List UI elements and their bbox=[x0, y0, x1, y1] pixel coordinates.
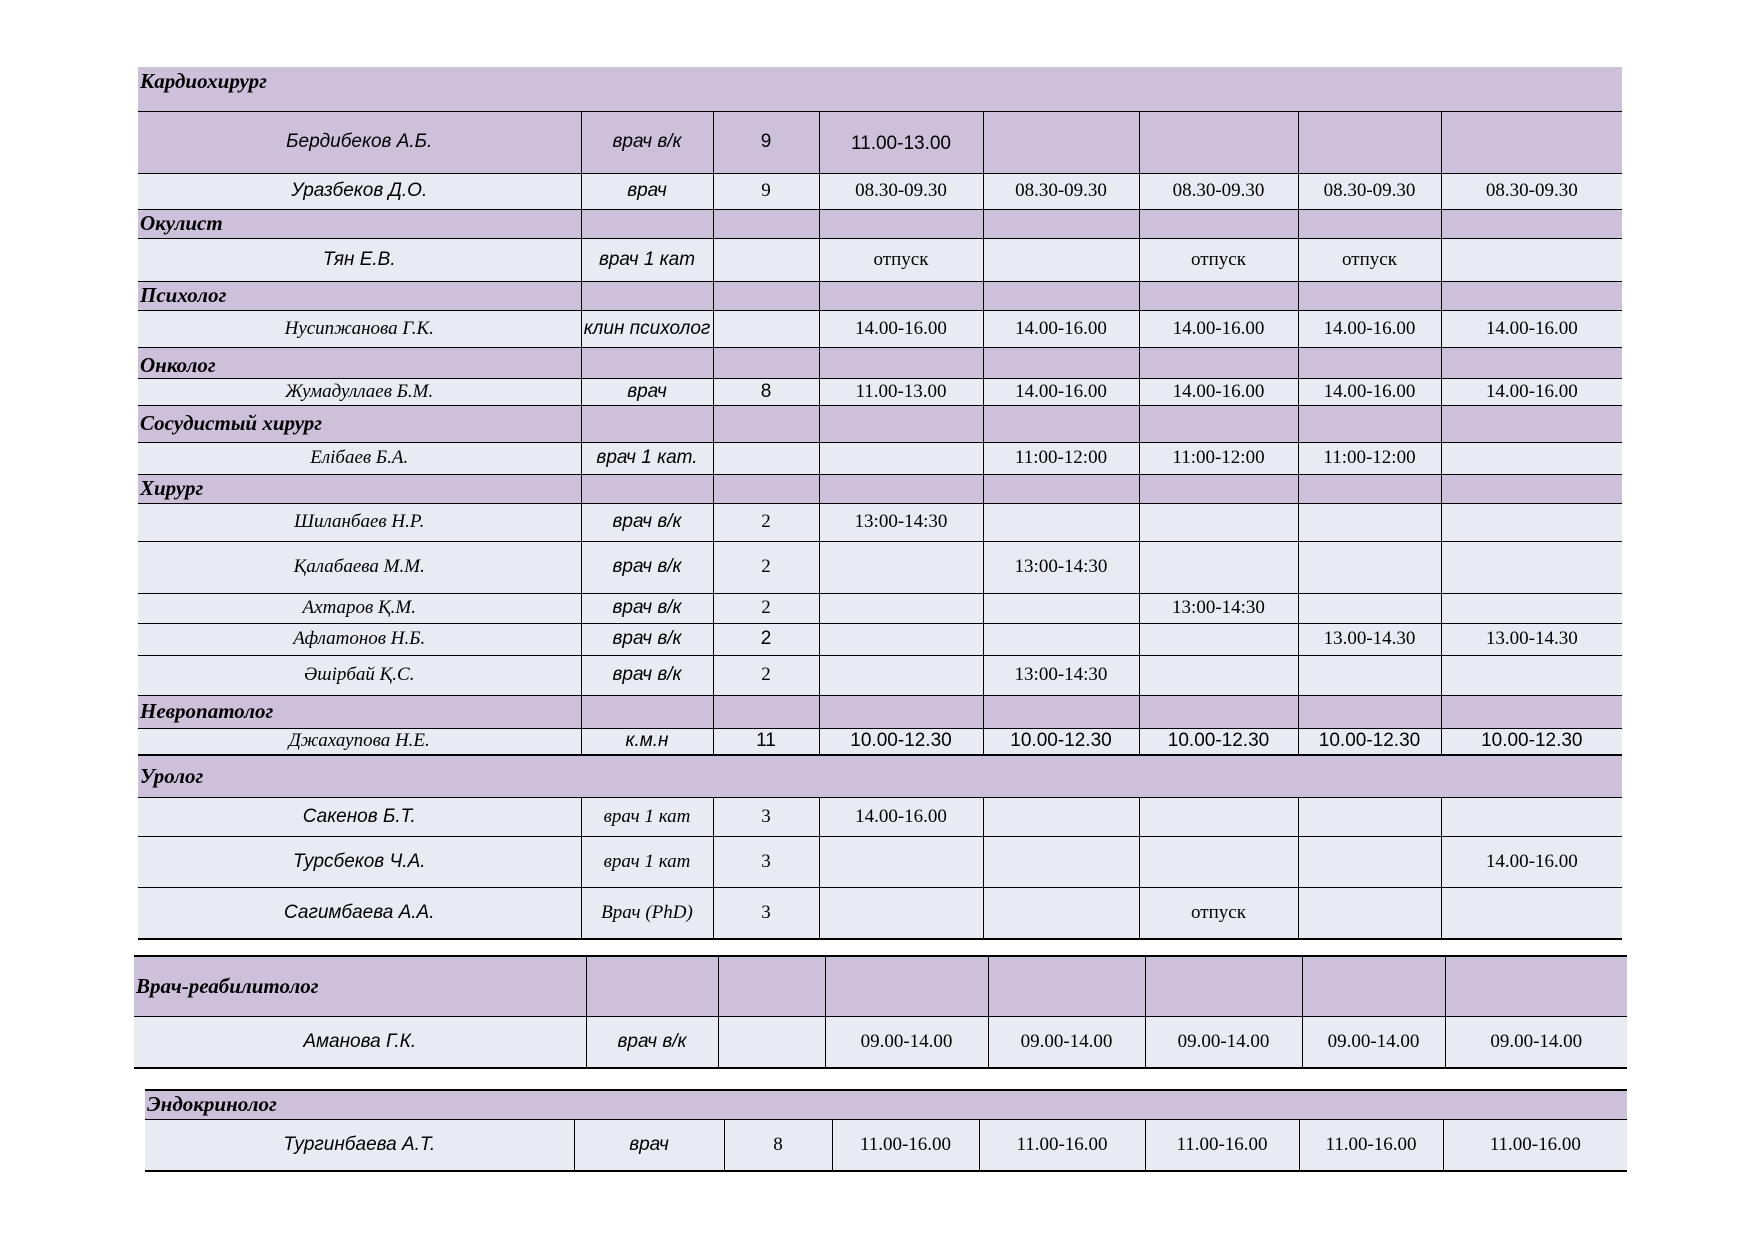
slot-fri bbox=[1441, 238, 1622, 281]
doctor-name: Уразбеков Д.О. bbox=[138, 173, 581, 209]
slot-tue: 13:00-14:30 bbox=[983, 655, 1139, 695]
doctor-position: врач 1 кат bbox=[581, 836, 713, 887]
doctor-position: врач в/к bbox=[581, 655, 713, 695]
room-number: 2 bbox=[713, 655, 819, 695]
slot-wed: 08.30-09.30 bbox=[1139, 173, 1298, 209]
doctor-name: Турсбеков Ч.А. bbox=[138, 836, 581, 887]
room-number: 2 bbox=[713, 541, 819, 593]
slot-tue: 14.00-16.00 bbox=[983, 378, 1139, 405]
slot-wed: 10.00-12.30 bbox=[1139, 728, 1298, 755]
slot-tue: 11.00-16.00 bbox=[979, 1119, 1145, 1171]
doctor-row bbox=[134, 1016, 1627, 1068]
doctor-name: Әшірбай Қ.С. bbox=[138, 655, 581, 695]
doctor-position: к.м.н bbox=[581, 728, 713, 755]
slot-fri: 14.00-16.00 bbox=[1441, 836, 1622, 887]
room-number: 2 bbox=[713, 593, 819, 623]
slot-wed: 11:00-12:00 bbox=[1139, 442, 1298, 474]
slot-thu bbox=[1298, 541, 1441, 593]
category-title: Хирург bbox=[138, 474, 581, 503]
slot-tue bbox=[983, 238, 1139, 281]
doctor-position: Врач (PhD) bbox=[581, 887, 713, 939]
slot-mon: 14.00-16.00 bbox=[819, 310, 983, 347]
doctor-position: врач bbox=[581, 378, 713, 405]
category-row bbox=[138, 209, 1622, 238]
category-row bbox=[138, 755, 1622, 797]
slot-mon bbox=[819, 593, 983, 623]
schedule-table-main bbox=[138, 67, 1622, 940]
slot-fri: 13.00-14.30 bbox=[1441, 623, 1622, 655]
slot-tue: 09.00-14.00 bbox=[988, 1016, 1145, 1068]
slot-thu bbox=[1298, 111, 1441, 173]
slot-wed: 09.00-14.00 bbox=[1145, 1016, 1302, 1068]
slot-tue: 08.30-09.30 bbox=[983, 173, 1139, 209]
doctor-position: врач bbox=[581, 173, 713, 209]
schedule-table-endo bbox=[145, 1089, 1627, 1172]
slot-tue bbox=[983, 836, 1139, 887]
doctor-name: Сагимбаева А.А. bbox=[138, 887, 581, 939]
slot-thu: 13.00-14.30 bbox=[1298, 623, 1441, 655]
doctor-name: Тян Е.В. bbox=[138, 238, 581, 281]
doctor-name: Ахтаров Қ.М. bbox=[138, 593, 581, 623]
slot-thu: 14.00-16.00 bbox=[1298, 378, 1441, 405]
doctor-name: Тургинбаева А.Т. bbox=[145, 1119, 574, 1171]
slot-tue: 11:00-12:00 bbox=[983, 442, 1139, 474]
doctor-position: врач 1 кат. bbox=[581, 442, 713, 474]
slot-thu: 11:00-12:00 bbox=[1298, 442, 1441, 474]
category-title: Окулист bbox=[138, 209, 581, 238]
category-row bbox=[134, 956, 1627, 1016]
slot-wed bbox=[1139, 541, 1298, 593]
doctor-position: врач 1 кат bbox=[581, 238, 713, 281]
slot-fri bbox=[1441, 887, 1622, 939]
slot-fri bbox=[1441, 111, 1622, 173]
slot-thu bbox=[1298, 593, 1441, 623]
category-title: Психолог bbox=[138, 281, 581, 310]
room-number: 2 bbox=[713, 503, 819, 541]
slot-tue bbox=[983, 593, 1139, 623]
doctor-name: Елібаев Б.А. bbox=[138, 442, 581, 474]
slot-thu: 08.30-09.30 bbox=[1298, 173, 1441, 209]
doctor-row bbox=[138, 238, 1622, 281]
slot-tue: 13:00-14:30 bbox=[983, 541, 1139, 593]
slot-wed: 14.00-16.00 bbox=[1139, 310, 1298, 347]
slot-fri: 08.30-09.30 bbox=[1441, 173, 1622, 209]
slot-wed bbox=[1139, 503, 1298, 541]
category-title: Онколог bbox=[138, 347, 581, 378]
slot-mon: 10.00-12.30 bbox=[819, 728, 983, 755]
slot-fri bbox=[1441, 503, 1622, 541]
slot-wed: отпуск bbox=[1139, 238, 1298, 281]
doctor-position: врач в/к bbox=[581, 593, 713, 623]
category-title: Кардиохирург bbox=[138, 67, 1622, 111]
slot-tue bbox=[983, 503, 1139, 541]
doctor-name: Сакенов Б.Т. bbox=[138, 797, 581, 836]
slot-mon: отпуск bbox=[819, 238, 983, 281]
room-number: 3 bbox=[713, 887, 819, 939]
doctor-position: врач в/к bbox=[581, 623, 713, 655]
doctor-name: Шиланбаев Н.Р. bbox=[138, 503, 581, 541]
room-number bbox=[718, 1016, 825, 1068]
slot-tue bbox=[983, 111, 1139, 173]
slot-wed bbox=[1139, 623, 1298, 655]
doctor-position: врач в/к bbox=[581, 541, 713, 593]
slot-tue: 10.00-12.30 bbox=[983, 728, 1139, 755]
slot-tue: 14.00-16.00 bbox=[983, 310, 1139, 347]
slot-wed: 11.00-16.00 bbox=[1145, 1119, 1299, 1171]
slot-thu bbox=[1298, 797, 1441, 836]
room-number: 3 bbox=[713, 797, 819, 836]
doctor-position: врач в/к bbox=[586, 1016, 718, 1068]
room-number: 9 bbox=[713, 111, 819, 173]
slot-mon: 08.30-09.30 bbox=[819, 173, 983, 209]
doctor-row bbox=[138, 378, 1622, 405]
room-number bbox=[713, 442, 819, 474]
slot-tue bbox=[983, 887, 1139, 939]
doctor-row bbox=[138, 887, 1622, 939]
slot-fri bbox=[1441, 541, 1622, 593]
doctor-row bbox=[138, 623, 1622, 655]
slot-mon bbox=[819, 887, 983, 939]
slot-mon: 11.00-16.00 bbox=[832, 1119, 979, 1171]
doctor-row bbox=[138, 797, 1622, 836]
doctor-name: Афлатонов Н.Б. bbox=[138, 623, 581, 655]
doctor-row bbox=[145, 1119, 1627, 1171]
doctor-position: врач в/к bbox=[581, 503, 713, 541]
slot-mon: 14.00-16.00 bbox=[819, 797, 983, 836]
category-row bbox=[138, 347, 1622, 378]
slot-thu: отпуск bbox=[1298, 238, 1441, 281]
doctor-row bbox=[138, 541, 1622, 593]
doctor-row bbox=[138, 728, 1622, 755]
room-number: 9 bbox=[713, 173, 819, 209]
doctor-position: врач в/к bbox=[581, 111, 713, 173]
slot-fri bbox=[1441, 655, 1622, 695]
slot-tue bbox=[983, 623, 1139, 655]
doctor-name: Жумадуллаев Б.М. bbox=[138, 378, 581, 405]
slot-thu bbox=[1298, 655, 1441, 695]
room-number bbox=[713, 238, 819, 281]
doctor-name: Джахаупова Н.Е. bbox=[138, 728, 581, 755]
category-row bbox=[145, 1090, 1627, 1119]
room-number bbox=[713, 310, 819, 347]
slot-fri: 11.00-16.00 bbox=[1443, 1119, 1627, 1171]
category-row bbox=[138, 67, 1622, 111]
doctor-position: клин психолог bbox=[581, 310, 713, 347]
slot-thu: 11.00-16.00 bbox=[1299, 1119, 1443, 1171]
category-row bbox=[138, 474, 1622, 503]
doctor-name: Нусипжанова Г.К. bbox=[138, 310, 581, 347]
slot-mon bbox=[819, 655, 983, 695]
category-row bbox=[138, 695, 1622, 728]
category-row bbox=[138, 405, 1622, 442]
doctor-name: Қалабаева М.М. bbox=[138, 541, 581, 593]
room-number: 8 bbox=[713, 378, 819, 405]
slot-fri: 14.00-16.00 bbox=[1441, 378, 1622, 405]
doctor-row bbox=[138, 836, 1622, 887]
slot-thu bbox=[1298, 887, 1441, 939]
room-number: 11 bbox=[713, 728, 819, 755]
doctor-row bbox=[138, 655, 1622, 695]
slot-mon: 13:00-14:30 bbox=[819, 503, 983, 541]
slot-mon bbox=[819, 541, 983, 593]
slot-thu: 14.00-16.00 bbox=[1298, 310, 1441, 347]
slot-mon: 09.00-14.00 bbox=[825, 1016, 988, 1068]
slot-mon bbox=[819, 623, 983, 655]
room-number: 2 bbox=[713, 623, 819, 655]
slot-mon: 11.00-13.00 bbox=[819, 111, 983, 173]
slot-fri bbox=[1441, 797, 1622, 836]
doctor-position: врач bbox=[574, 1119, 724, 1171]
category-title: Уролог bbox=[138, 755, 1622, 797]
slot-wed: отпуск bbox=[1139, 887, 1298, 939]
slot-fri: 09.00-14.00 bbox=[1445, 1016, 1627, 1068]
slot-mon: 11.00-13.00 bbox=[819, 378, 983, 405]
slot-fri: 10.00-12.30 bbox=[1441, 728, 1622, 755]
slot-mon bbox=[819, 442, 983, 474]
slot-wed bbox=[1139, 836, 1298, 887]
slot-wed: 14.00-16.00 bbox=[1139, 378, 1298, 405]
doctor-row bbox=[138, 503, 1622, 541]
doctor-position: врач 1 кат bbox=[581, 797, 713, 836]
slot-mon bbox=[819, 836, 983, 887]
doctor-row bbox=[138, 173, 1622, 209]
slot-thu bbox=[1298, 836, 1441, 887]
doctor-row bbox=[138, 111, 1622, 173]
doctor-name: Бердибеков А.Б. bbox=[138, 111, 581, 173]
category-title: Эндокринолог bbox=[145, 1090, 1627, 1119]
slot-fri bbox=[1441, 593, 1622, 623]
category-title: Врач-реабилитолог bbox=[134, 956, 586, 1016]
category-row bbox=[138, 281, 1622, 310]
slot-thu: 10.00-12.30 bbox=[1298, 728, 1441, 755]
slot-wed bbox=[1139, 111, 1298, 173]
category-title: Сосудистый хирург bbox=[138, 405, 581, 442]
slot-thu bbox=[1298, 503, 1441, 541]
slot-thu: 09.00-14.00 bbox=[1302, 1016, 1445, 1068]
slot-wed: 13:00-14:30 bbox=[1139, 593, 1298, 623]
schedule-table-rehab bbox=[134, 955, 1627, 1069]
slot-fri: 14.00-16.00 bbox=[1441, 310, 1622, 347]
category-title: Невропатолог bbox=[138, 695, 581, 728]
slot-wed bbox=[1139, 655, 1298, 695]
doctor-name: Аманова Г.К. bbox=[134, 1016, 586, 1068]
doctor-row bbox=[138, 593, 1622, 623]
doctor-row bbox=[138, 442, 1622, 474]
slot-fri bbox=[1441, 442, 1622, 474]
room-number: 8 bbox=[724, 1119, 832, 1171]
slot-tue bbox=[983, 797, 1139, 836]
room-number: 3 bbox=[713, 836, 819, 887]
slot-wed bbox=[1139, 797, 1298, 836]
doctor-row bbox=[138, 310, 1622, 347]
